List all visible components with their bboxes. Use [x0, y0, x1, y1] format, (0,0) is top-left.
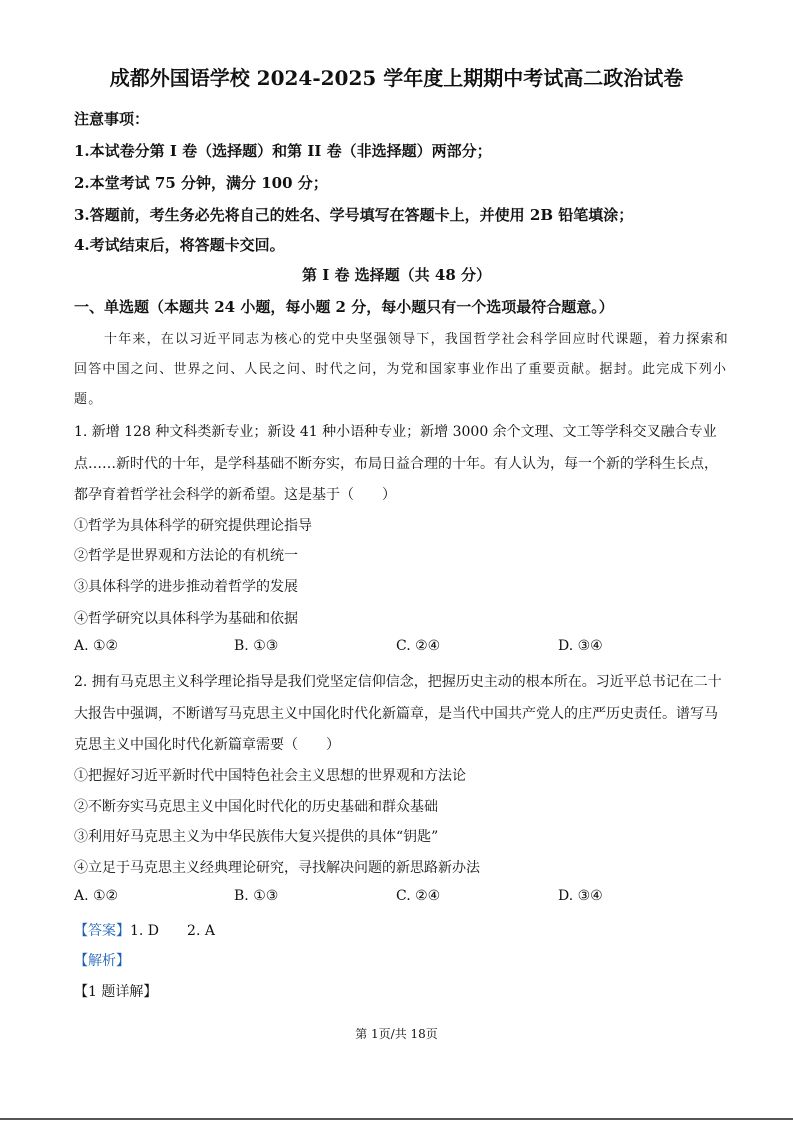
q1-option-c: C. ②④	[396, 638, 441, 654]
detail-tag: 【1 题详解】	[74, 984, 158, 1000]
q2-stem-line: 2. 拥有马克思主义科学理论指导是我们党坚定信仰信念，把握历史主动的根本所在。习近平总书记在二十	[74, 674, 722, 690]
notice-item: 4.考试结束后，将答题卡交回。	[74, 236, 285, 254]
q1-statement: ③具体科学的进步推动着哲学的发展	[74, 579, 298, 595]
q1-option-d: D. ③④	[558, 638, 603, 654]
q1-stem-line: 1. 新增 128 种文科类新专业；新设 41 种小语种专业；新增 3000 余个文理、文工等学科交叉融合专业	[74, 424, 717, 440]
q2-stem-line: 克思主义中国化时代化新篇章需要（ ）	[74, 737, 340, 753]
passage-line: 题。	[74, 392, 103, 407]
q2-statement: ④立足于马克思主义经典理论研究，寻找解决问题的新思路新办法	[74, 860, 480, 876]
bottom-divider	[0, 1118, 793, 1120]
page-footer: 第 1页/共 18页	[355, 1027, 438, 1041]
notice-heading: 注意事项：	[74, 110, 150, 128]
section-title: 第 I 卷 选择题（共 48 分）	[301, 266, 491, 284]
notice-item: 3.答题前，考生务必先将自己的姓名、学号填写在答题卡上，并使用 2B 铅笔填涂；	[74, 206, 634, 224]
analysis-tag: 【解析】	[74, 953, 130, 969]
q2-option-b: B. ①③	[234, 888, 279, 904]
q1-option-a: A. ①②	[74, 638, 119, 654]
q2-statement: ②不断夯实马克思主义中国化时代化的历史基础和群众基础	[74, 799, 438, 815]
q1-statement: ④哲学研究以具体科学为基础和依据	[74, 611, 298, 627]
notice-item: 1.本试卷分第 I 卷（选择题）和第 II 卷（非选择题）两部分；	[74, 142, 492, 160]
q1-option-b: B. ①③	[234, 638, 279, 654]
answer-line	[74, 920, 215, 940]
answer-text: 1. D 2. A	[130, 923, 215, 939]
page-title: 成都外国语学校 2024-2025 学年度上期期中考试高二政治试卷	[109, 66, 684, 90]
q1-statement: ②哲学是世界观和方法论的有机统一	[74, 548, 298, 564]
q2-option-a: A. ①②	[74, 888, 119, 904]
notice-item: 2.本堂考试 75 分钟，满分 100 分；	[74, 174, 328, 192]
q1-stem-line: 都孕育着哲学社会科学的新希望。这是基于（ ）	[74, 487, 396, 503]
answer-tag: 【答案】	[74, 923, 130, 939]
passage-line: 回答中国之问、世界之问、人民之问、时代之问，为党和国家事业作出了重要贡献。据封。此完成下列小	[74, 362, 728, 377]
q2-option-d: D. ③④	[558, 888, 603, 904]
q1-stem-line: 点……新时代的十年，是学科基础不断夯实，布局日益合理的十年。有人认为，每一个新的学科生长点，	[74, 456, 718, 472]
q2-statement: ①把握好习近平新时代中国特色社会主义思想的世界观和方法论	[74, 768, 466, 784]
q2-option-c: C. ②④	[396, 888, 441, 904]
passage-line: 十年来，在以习近平同志为核心的党中央坚强领导下，我国哲学社会科学回应时代课题，着力探索和	[104, 332, 729, 347]
q2-stem-line: 大报告中强调，不断谱写马克思主义中国化时代化新篇章，是当代中国共产党人的庄严历史责任。谱写马	[74, 706, 718, 722]
q2-statement: ③利用好马克思主义为中华民族伟大复兴提供的具体“钥匙”	[74, 829, 439, 845]
part-heading: 一、单选题（本题共 24 小题，每小题 2 分，每小题只有一个选项最符合题意。）	[74, 298, 614, 316]
q1-statement: ①哲学为具体科学的研究提供理论指导	[74, 518, 312, 534]
